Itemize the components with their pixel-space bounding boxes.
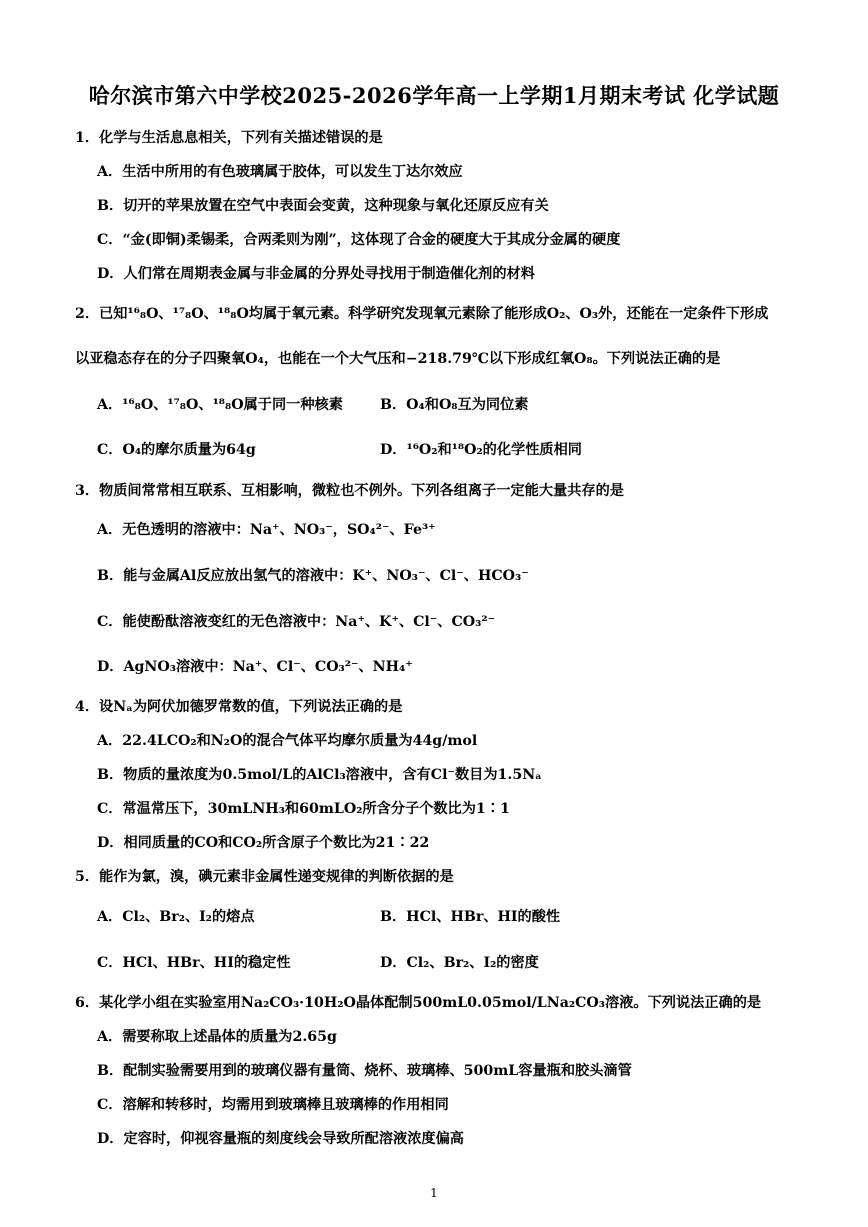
question-4-option-d: D．相同质量的CO和CO₂所含原子个数比为21∶22 <box>97 835 430 851</box>
question-6-option-b: B．配制实验需要用到的玻璃仪器有量筒、烧杯、玻璃棒、500mL容量瓶和胶头滴管 <box>97 1063 632 1079</box>
page-number: 1 <box>430 1186 438 1200</box>
question-1-stem: 1．化学与生活息息相关，下列有关描述错误的是 <box>75 130 383 146</box>
question-2-option-d: D．¹⁶O₂和¹⁸O₂的化学性质相同 <box>380 442 582 458</box>
question-6-option-a: A．需要称取上述晶体的质量为2.65g <box>97 1029 337 1045</box>
question-3-option-c: C．能使酚酞溶液变红的无色溶液中：Na⁺、K⁺、Cl⁻、CO₃²⁻ <box>97 614 496 630</box>
question-2-stem-line2: 以亚稳态存在的分子四聚氧O₄，也能在一个大气压和−218.79℃以下形成红氧O₈。下列说法正确的是 <box>75 351 721 367</box>
question-5-stem: 5．能作为氯，溴，碘元素非金属性递变规律的判断依据的是 <box>75 869 454 885</box>
question-5-option-a: A．Cl₂、Br₂、I₂的熔点 <box>97 909 255 925</box>
question-5-option-c: C．HCl、HBr、HI的稳定性 <box>97 955 291 971</box>
question-2-stem-line1: 2．已知¹⁶₈O、¹⁷₈O、¹⁸₈O均属于氧元素。科学研究发现氧元素除了能形成O₂、O₃外，还能在一定条件下形成 <box>75 306 769 322</box>
question-3-option-b: B．能与金属Al反应放出氢气的溶液中：K⁺、NO₃⁻、Cl⁻、HCO₃⁻ <box>97 568 529 584</box>
question-2-option-b: B．O₄和O₈互为同位素 <box>380 397 529 413</box>
question-2-option-a: A．¹⁶₈O、¹⁷₈O、¹⁸₈O属于同一种核素 <box>97 397 343 413</box>
question-3-option-d: D．AgNO₃溶液中：Na⁺、Cl⁻、CO₃²⁻、NH₄⁺ <box>97 659 413 675</box>
question-1-option-b: B．切开的苹果放置在空气中表面会变黄，这种现象与氧化还原反应有关 <box>97 198 549 214</box>
page-title: 哈尔滨市第六中学校2025-2026学年高一上学期1月期末考试 化学试题 <box>88 83 780 108</box>
question-2-option-c: C．O₄的摩尔质量为64g <box>97 442 256 458</box>
question-6-stem: 6．某化学小组在实验室用Na₂CO₃·10H₂O晶体配制500mL0.05mol/LNa₂CO₃溶液。下列说法正确的是 <box>75 995 762 1011</box>
question-1-option-a: A．生活中所用的有色玻璃属于胶体，可以发生丁达尔效应 <box>97 164 463 180</box>
question-3-option-a: A．无色透明的溶液中：Na⁺、NO₃⁻，SO₄²⁻、Fe³⁺ <box>97 522 436 538</box>
question-4-option-c: C．常温常压下，30mLNH₃和60mLO₂所含分子个数比为1∶1 <box>97 801 510 817</box>
question-4-option-b: B．物质的量浓度为0.5mol/L的AlCl₃溶液中，含有Cl⁻数目为1.5Nₐ <box>97 767 542 783</box>
question-3-stem: 3．物质间常常相互联系、互相影响，微粒也不例外。下列各组离子一定能大量共存的是 <box>75 483 624 499</box>
question-5-option-b: B．HCl、HBr、HI的酸性 <box>380 909 561 925</box>
question-4-stem: 4．设Nₐ为阿伏加德罗常数的值，下列说法正确的是 <box>75 699 403 715</box>
question-6-option-d: D．定容时，仰视容量瓶的刻度线会导致所配溶液浓度偏高 <box>97 1131 464 1147</box>
question-5-option-d: D．Cl₂、Br₂、I₂的密度 <box>380 955 539 971</box>
question-1-option-c: C．“金(即铜)柔锡柔，合两柔则为刚”，这体现了合金的硬度大于其成分金属的硬度 <box>97 232 621 248</box>
question-6-option-c: C．溶解和转移时，均需用到玻璃棒且玻璃棒的作用相同 <box>97 1097 449 1113</box>
question-1-option-d: D．人们常在周期表金属与非金属的分界处寻找用于制造催化剂的材料 <box>97 266 535 282</box>
question-4-option-a: A．22.4LCO₂和N₂O的混合气体平均摩尔质量为44g/mol <box>97 733 478 749</box>
